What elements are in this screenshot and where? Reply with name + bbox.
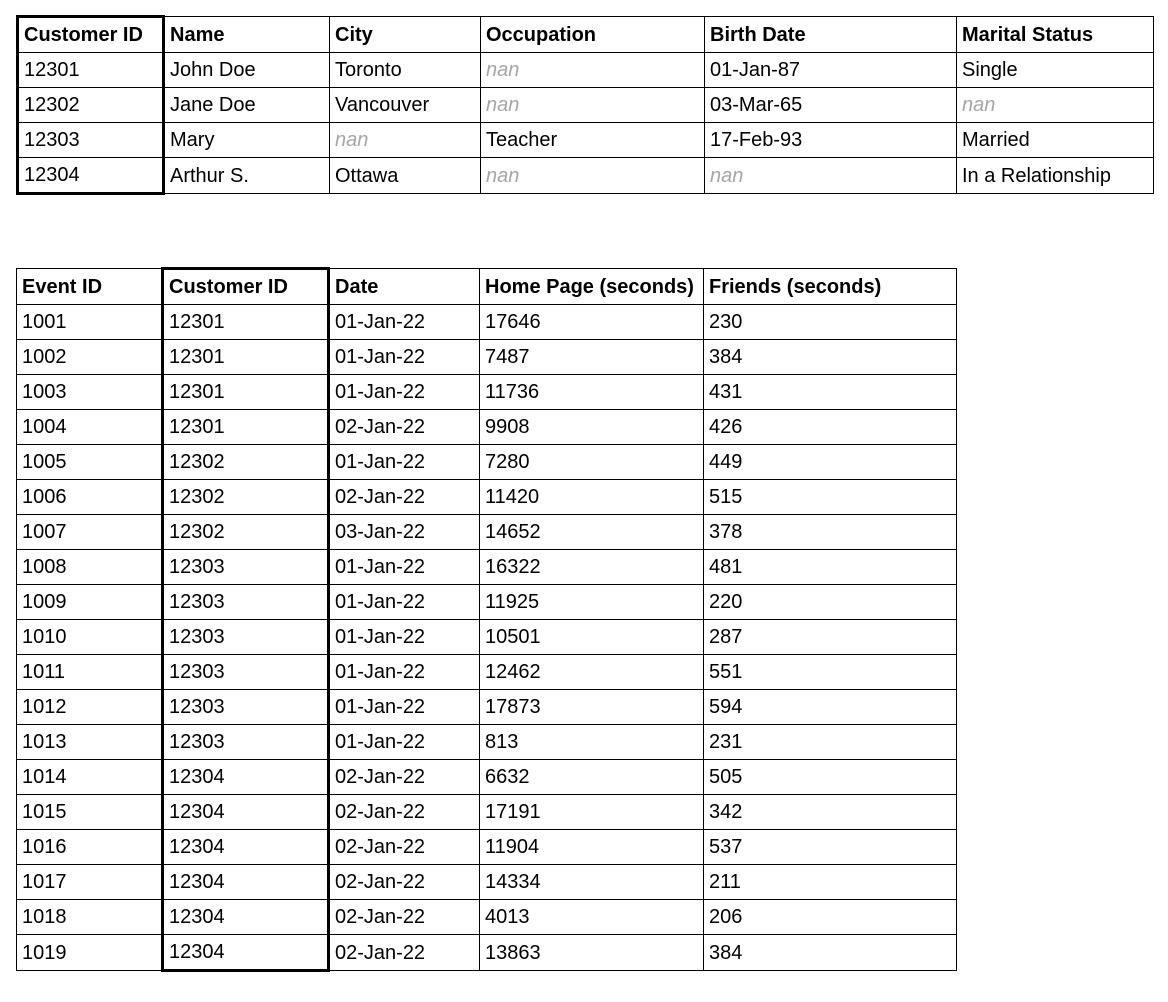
customers-table-cell: Teacher	[481, 123, 705, 158]
customers-table-row	[18, 158, 1154, 194]
customers-table-cell: nan	[705, 158, 957, 194]
events-table-cell: 12304	[163, 830, 329, 865]
events-table-row	[17, 725, 957, 760]
events-table-cell: 1006	[17, 480, 163, 515]
customers-table-cell: 12302	[18, 88, 164, 123]
events-table-cell: 01-Jan-22	[329, 340, 480, 375]
events-table-cell: 02-Jan-22	[329, 760, 480, 795]
events-table-cell: 211	[704, 865, 957, 900]
events-table-cell: 1007	[17, 515, 163, 550]
events-table-cell: 342	[704, 795, 957, 830]
events-table-cell: 12303	[163, 585, 329, 620]
events-table-row	[17, 620, 957, 655]
customers-table-cell: Arthur S.	[164, 158, 330, 194]
customers-table-cell: 17-Feb-93	[705, 123, 957, 158]
events-table-row	[17, 585, 957, 620]
events-table-cell: 12303	[163, 620, 329, 655]
events-table-row	[17, 795, 957, 830]
customers-table-cell: 03-Mar-65	[705, 88, 957, 123]
events-table-cell: 1001	[17, 305, 163, 340]
events-table-cell: 551	[704, 655, 957, 690]
customers-column-header: City	[330, 17, 481, 53]
events-table-cell: 1018	[17, 900, 163, 935]
events-table-row	[17, 900, 957, 935]
events-header-row	[17, 269, 957, 305]
events-table-cell: 12462	[480, 655, 704, 690]
events-table-cell: 1014	[17, 760, 163, 795]
events-table-row	[17, 340, 957, 375]
events-table-row	[17, 935, 957, 971]
events-table-body	[17, 269, 957, 971]
events-table-cell: 12303	[163, 725, 329, 760]
events-table-cell: 12304	[163, 760, 329, 795]
events-table-cell: 449	[704, 445, 957, 480]
events-table-cell: 426	[704, 410, 957, 445]
events-table-cell: 505	[704, 760, 957, 795]
events-table-row	[17, 410, 957, 445]
events-table-cell: 17873	[480, 690, 704, 725]
events-table-cell: 02-Jan-22	[329, 795, 480, 830]
events-table-row	[17, 655, 957, 690]
customers-table-row	[18, 123, 1154, 158]
events-table-cell: 02-Jan-22	[329, 480, 480, 515]
events-table-cell: 384	[704, 340, 957, 375]
events-table-cell: 231	[704, 725, 957, 760]
customers-table-cell: Toronto	[330, 53, 481, 88]
events-table-cell: 1010	[17, 620, 163, 655]
events-table-cell: 12302	[163, 515, 329, 550]
events-table-cell: 12301	[163, 410, 329, 445]
events-table-cell: 14334	[480, 865, 704, 900]
events-table-cell: 12303	[163, 655, 329, 690]
events-table-cell: 02-Jan-22	[329, 410, 480, 445]
customers-table-body	[18, 17, 1154, 194]
events-table-cell: 4013	[480, 900, 704, 935]
events-table-cell: 12304	[163, 865, 329, 900]
customers-column-header: Occupation	[481, 17, 705, 53]
events-table-cell: 1009	[17, 585, 163, 620]
events-table-cell: 01-Jan-22	[329, 725, 480, 760]
customers-column-header: Marital Status	[957, 17, 1154, 53]
events-table-cell: 287	[704, 620, 957, 655]
events-column-header: Friends (seconds)	[704, 269, 957, 305]
events-table-cell: 01-Jan-22	[329, 375, 480, 410]
events-table-cell: 384	[704, 935, 957, 971]
events-table-row	[17, 305, 957, 340]
events-table-cell: 12303	[163, 690, 329, 725]
events-table-cell: 1011	[17, 655, 163, 690]
events-table-cell: 12302	[163, 480, 329, 515]
events-table-cell: 11925	[480, 585, 704, 620]
customers-table-cell: nan	[481, 53, 705, 88]
events-table-cell: 1015	[17, 795, 163, 830]
events-table-cell: 12302	[163, 445, 329, 480]
customers-header-row	[18, 17, 1154, 53]
events-table-cell: 17191	[480, 795, 704, 830]
events-table-cell: 13863	[480, 935, 704, 971]
events-table-cell: 206	[704, 900, 957, 935]
events-table-cell: 12303	[163, 550, 329, 585]
events-column-header: Date	[329, 269, 480, 305]
events-table-cell: 813	[480, 725, 704, 760]
events-table-row	[17, 515, 957, 550]
customers-table-cell: Mary	[164, 123, 330, 158]
events-column-header: Customer ID	[163, 269, 329, 305]
customers-table-cell: Ottawa	[330, 158, 481, 194]
events-table-cell: 515	[704, 480, 957, 515]
events-table-row	[17, 445, 957, 480]
events-table-cell: 02-Jan-22	[329, 900, 480, 935]
events-table-cell: 01-Jan-22	[329, 305, 480, 340]
customers-table-row	[18, 88, 1154, 123]
events-table-cell: 01-Jan-22	[329, 690, 480, 725]
events-table-row	[17, 375, 957, 410]
events-table-cell: 12301	[163, 375, 329, 410]
events-table-cell: 1004	[17, 410, 163, 445]
events-table-cell: 1012	[17, 690, 163, 725]
customers-table-cell: Married	[957, 123, 1154, 158]
customers-table-cell: nan	[481, 158, 705, 194]
events-table-cell: 7487	[480, 340, 704, 375]
events-table-cell: 220	[704, 585, 957, 620]
customers-column-header: Name	[164, 17, 330, 53]
events-table-cell: 594	[704, 690, 957, 725]
events-table-cell: 230	[704, 305, 957, 340]
events-table-cell: 11420	[480, 480, 704, 515]
events-table-cell: 16322	[480, 550, 704, 585]
customers-table-cell: 12301	[18, 53, 164, 88]
customers-column-header: Customer ID	[18, 17, 164, 53]
events-table-cell: 1005	[17, 445, 163, 480]
events-table-cell: 12304	[163, 935, 329, 971]
customers-table-cell: Jane Doe	[164, 88, 330, 123]
customers-table-row	[18, 53, 1154, 88]
events-column-header: Home Page (seconds)	[480, 269, 704, 305]
events-table-cell: 12301	[163, 340, 329, 375]
events-table-cell: 1016	[17, 830, 163, 865]
customers-table-cell: John Doe	[164, 53, 330, 88]
events-table-cell: 12304	[163, 795, 329, 830]
customers-table-cell: Vancouver	[330, 88, 481, 123]
customers-table-cell: 01-Jan-87	[705, 53, 957, 88]
events-table-cell: 7280	[480, 445, 704, 480]
events-table-cell: 1017	[17, 865, 163, 900]
events-table-cell: 1008	[17, 550, 163, 585]
events-table-cell: 481	[704, 550, 957, 585]
events-table-cell: 01-Jan-22	[329, 655, 480, 690]
events-table-row	[17, 865, 957, 900]
events-table-cell: 11904	[480, 830, 704, 865]
events-table-row	[17, 480, 957, 515]
events-table-cell: 378	[704, 515, 957, 550]
events-table-row	[17, 690, 957, 725]
events-table-cell: 6632	[480, 760, 704, 795]
events-table-cell: 01-Jan-22	[329, 585, 480, 620]
events-table-cell: 02-Jan-22	[329, 865, 480, 900]
customers-table-cell: Single	[957, 53, 1154, 88]
events-table-cell: 02-Jan-22	[329, 935, 480, 971]
customers-table	[16, 15, 1154, 195]
events-table-cell: 10501	[480, 620, 704, 655]
events-table-cell: 17646	[480, 305, 704, 340]
customers-table-cell: nan	[957, 88, 1154, 123]
events-table-cell: 03-Jan-22	[329, 515, 480, 550]
customers-table-cell: nan	[330, 123, 481, 158]
events-table-cell: 1019	[17, 935, 163, 971]
events-table-cell: 1013	[17, 725, 163, 760]
events-table-cell: 12304	[163, 900, 329, 935]
events-table-cell: 1002	[17, 340, 163, 375]
customers-table-cell: 12304	[18, 158, 164, 194]
events-table-row	[17, 830, 957, 865]
customers-table-cell: nan	[481, 88, 705, 123]
customers-table-cell: In a Relationship	[957, 158, 1154, 194]
events-table-cell: 14652	[480, 515, 704, 550]
customers-column-header: Birth Date	[705, 17, 957, 53]
events-table-cell: 537	[704, 830, 957, 865]
events-table-cell: 01-Jan-22	[329, 445, 480, 480]
events-table-cell: 01-Jan-22	[329, 550, 480, 585]
events-table-cell: 1003	[17, 375, 163, 410]
events-table-cell: 12301	[163, 305, 329, 340]
events-table	[16, 267, 957, 972]
events-table-cell: 02-Jan-22	[329, 830, 480, 865]
events-table-row	[17, 550, 957, 585]
events-table-row	[17, 760, 957, 795]
events-column-header: Event ID	[17, 269, 163, 305]
events-table-cell: 01-Jan-22	[329, 620, 480, 655]
customers-table-cell: 12303	[18, 123, 164, 158]
events-table-cell: 11736	[480, 375, 704, 410]
events-table-cell: 431	[704, 375, 957, 410]
events-table-cell: 9908	[480, 410, 704, 445]
